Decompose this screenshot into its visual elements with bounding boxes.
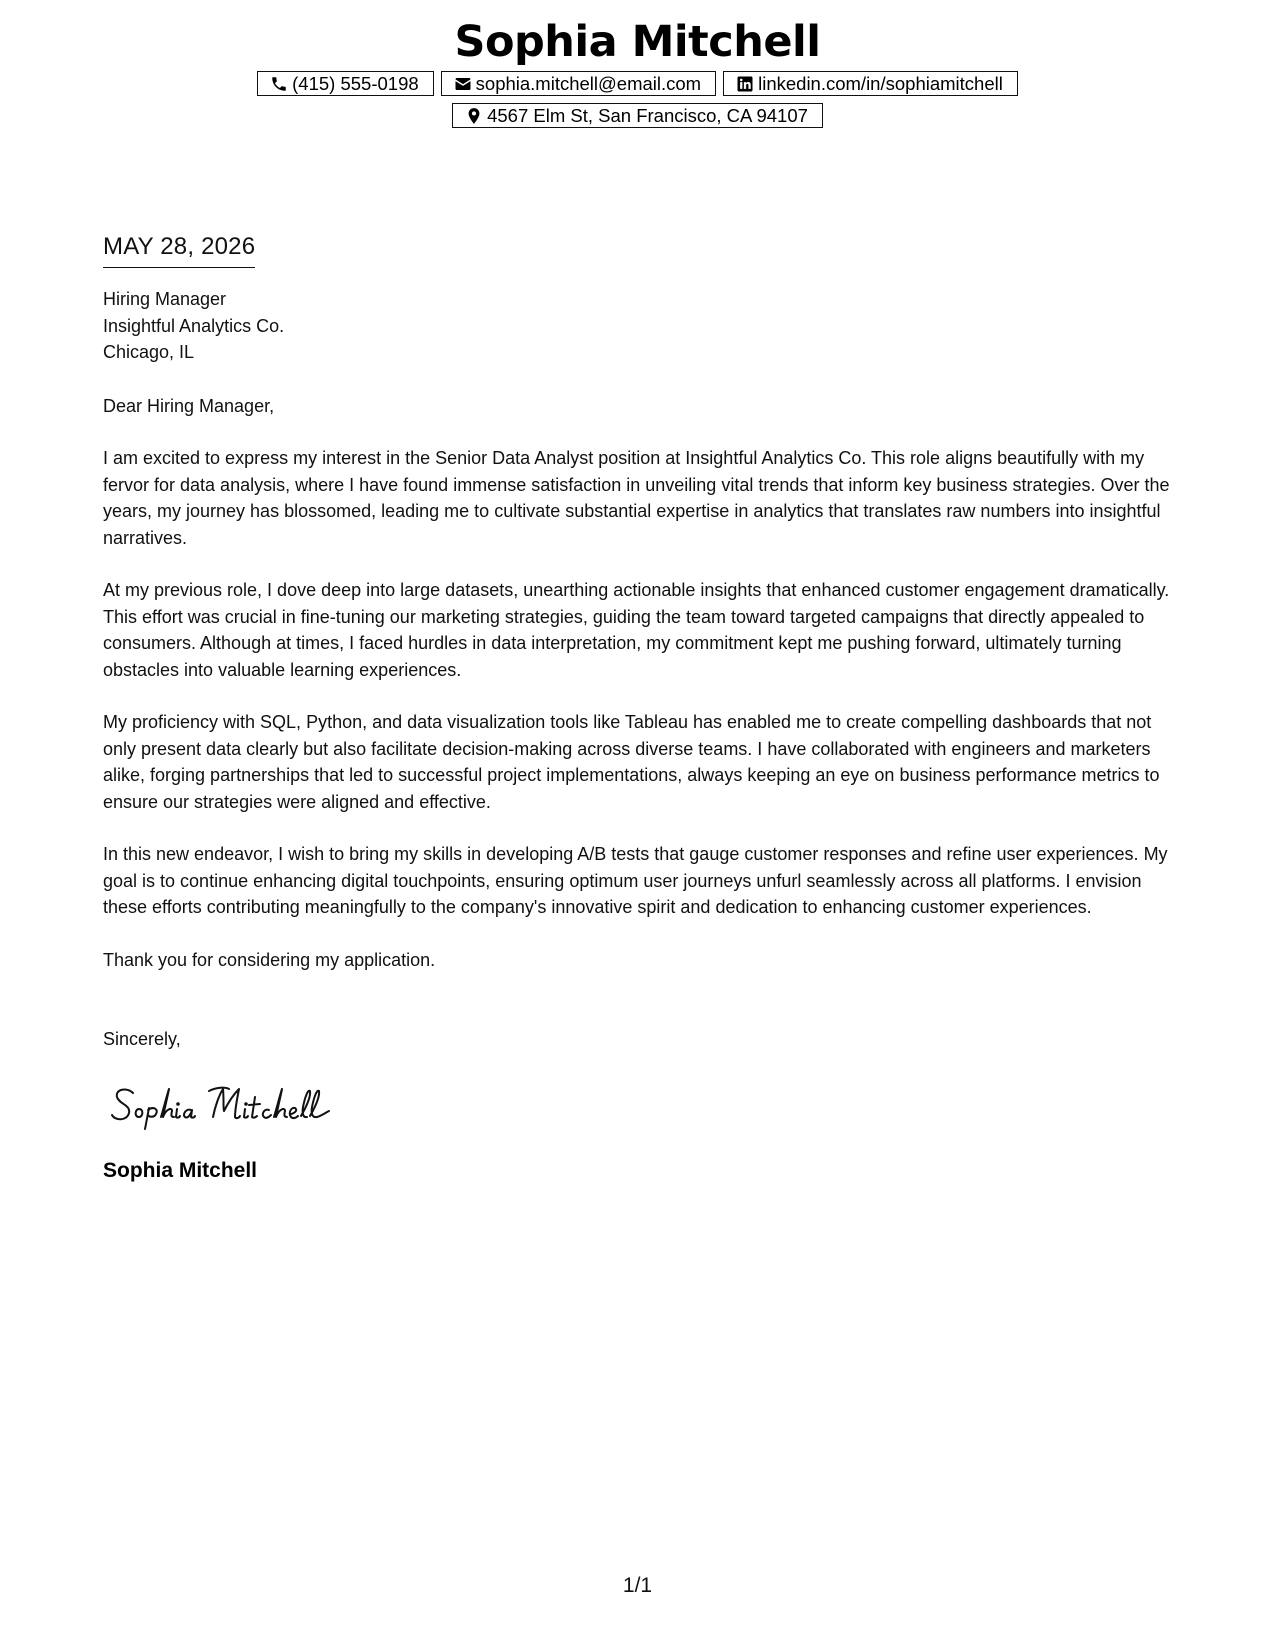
letter-header — [0, 18, 1275, 128]
contact-row-secondary — [0, 103, 1275, 128]
recipient-title: Hiring Manager — [103, 289, 227, 309]
contact-row-primary — [0, 71, 1275, 96]
address-text: 4567 Elm St, San Francisco, CA 94107 — [487, 104, 808, 126]
phone-icon — [270, 75, 288, 93]
body-paragraph-2: At my previous role, I dove deep into large datasets, unearthing actionable insights that enhanced customer engagement dramatically. This effort was crucial in fine-tuning our marketing strategies, guiding the team toward targeted campaigns that directly appealed to consumers. Although at times, I faced hurdles in data interpretation, my commitment kept me pushing forward, ultimately turning obstacles into valuable learning experiences. — [103, 580, 1170, 680]
body-paragraph-1: I am excited to express my interest in the Senior Data Analyst position at Insightful Analytics Co. This role aligns beautifully with my fervor for data analysis, where I have found immense satisfaction in unveiling vital trends that inform key business strategies. Over the years, my journey has blossomed, leading me to cultivate substantial expertise in analytics that translates raw numbers into insightful narratives. — [103, 448, 1170, 548]
letter-body — [103, 232, 1173, 1185]
email-contact[interactable] — [441, 71, 716, 96]
address-contact — [452, 103, 823, 128]
body-paragraph-3: My proficiency with SQL, Python, and data visualization tools like Tableau has enabled me to create compelling dashboards that not only present data clearly but also facilitate decision-making across diverse teams. I have collaborated with engineers and marketers alike, forging partnerships that led to successful project implementations, always keeping an eye on business performance metrics to ensure our strategies were aligned and effective. — [103, 712, 1160, 812]
letter-date: MAY 28, 2026 — [103, 232, 255, 268]
handwritten-signature — [109, 1077, 359, 1131]
linkedin-icon — [736, 75, 754, 93]
body-paragraph-4: In this new endeavor, I wish to bring my skills in developing A/B tests that gauge customer responses and refine user experiences. My goal is to continue enhancing digital touchpoints, ensuring optimum user journeys unfurl seamlessly across all platforms. I envision these efforts contributing meaningfully to the company's innovative spirit and dedication to enhancing customer experiences. — [103, 844, 1168, 917]
page-number: 1/1 — [622, 1574, 653, 1597]
email-text: sophia.mitchell@email.com — [475, 72, 702, 94]
envelope-icon — [454, 75, 472, 93]
signer-name: Sophia Mitchell — [103, 1159, 258, 1182]
applicant-name-title: Sophia Mitchell — [454, 17, 821, 67]
linkedin-contact[interactable] — [723, 71, 1018, 96]
recipient-block — [103, 286, 1173, 366]
salutation: Dear Hiring Manager, — [103, 395, 275, 416]
phone-text: (415) 555-0198 — [292, 72, 419, 94]
closing-thanks: Thank you for considering my application. — [103, 949, 436, 970]
linkedin-text: linkedin.com/in/sophiamitchell — [758, 72, 1003, 94]
recipient-location: Chicago, IL — [103, 342, 195, 362]
recipient-company: Insightful Analytics Co. — [103, 315, 285, 336]
map-marker-icon — [465, 107, 483, 125]
signoff: Sincerely, — [103, 1029, 181, 1049]
phone-contact[interactable] — [257, 71, 434, 96]
